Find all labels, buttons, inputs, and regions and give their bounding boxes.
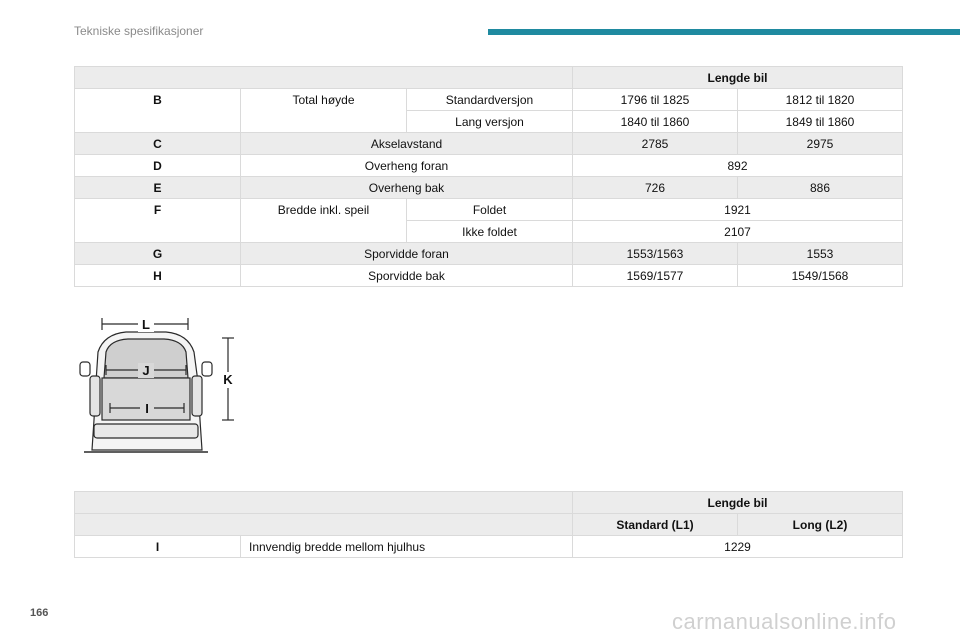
section-title: Tekniske spesifikasjoner	[74, 24, 204, 38]
value-l1: 1840 til 1860	[573, 111, 738, 133]
row-code: E	[75, 177, 241, 199]
table-row	[75, 155, 903, 177]
value-l1: 2785	[573, 133, 738, 155]
value-l2: 2975	[738, 133, 903, 155]
row-variant: Lang versjon	[407, 111, 573, 133]
table-row	[75, 89, 903, 111]
value-shared: 1921	[573, 199, 903, 221]
row-label: Sporvidde foran	[241, 243, 573, 265]
table-row	[75, 536, 903, 558]
value-l1: 726	[573, 177, 738, 199]
row-code: B	[75, 89, 241, 133]
value-shared: 2107	[573, 221, 903, 243]
row-label: Overheng foran	[241, 155, 573, 177]
row-label: Sporvidde bak	[241, 265, 573, 287]
row-code: C	[75, 133, 241, 155]
header-blank-cell	[75, 514, 573, 536]
label-i: I	[145, 401, 149, 416]
row-code: I	[75, 536, 241, 558]
header-length-cell: Lengde bil	[573, 67, 903, 89]
table-header-row	[75, 67, 903, 89]
interior-dimensions-table	[74, 491, 903, 558]
page-number: 166	[30, 607, 49, 619]
van-rear-diagram	[76, 312, 246, 460]
table-row	[75, 133, 903, 155]
row-variant: Standardversjon	[407, 89, 573, 111]
table-row	[75, 177, 903, 199]
watermark: carmanualsonline.info	[672, 609, 897, 634]
row-code: F	[75, 199, 241, 243]
header-blank-cell	[75, 67, 573, 89]
label-j: J	[142, 363, 150, 378]
value-l1: 1569/1577	[573, 265, 738, 287]
value-l2: 1849 til 1860	[738, 111, 903, 133]
value-shared: 1229	[573, 536, 903, 558]
label-l: L	[142, 317, 150, 332]
table-row	[75, 199, 903, 221]
row-label: Bredde inkl. speil	[241, 199, 407, 243]
row-label: Total høyde	[241, 89, 407, 133]
label-k: K	[223, 372, 233, 387]
row-label: Innvendig bredde mellom hjulhus	[241, 536, 573, 558]
row-label: Overheng bak	[241, 177, 573, 199]
header-blank-cell	[75, 492, 573, 514]
table-row	[75, 265, 903, 287]
row-variant: Ikke foldet	[407, 221, 573, 243]
value-l2: 886	[738, 177, 903, 199]
row-code: G	[75, 243, 241, 265]
value-l1: 1553/1563	[573, 243, 738, 265]
header-accent-bar	[488, 29, 960, 35]
table-row	[75, 243, 903, 265]
header-l2-cell: Long (L2)	[738, 514, 903, 536]
row-variant: Foldet	[407, 199, 573, 221]
table-header-row	[75, 514, 903, 536]
header-length-cell: Lengde bil	[573, 492, 903, 514]
value-shared: 892	[573, 155, 903, 177]
value-l2: 1812 til 1820	[738, 89, 903, 111]
row-code: H	[75, 265, 241, 287]
value-l2: 1553	[738, 243, 903, 265]
dimensions-table	[74, 66, 903, 287]
header-l1-cell: Standard (L1)	[573, 514, 738, 536]
table-header-row	[75, 492, 903, 514]
value-l2: 1549/1568	[738, 265, 903, 287]
row-label: Akselavstand	[241, 133, 573, 155]
row-code: D	[75, 155, 241, 177]
value-l1: 1796 til 1825	[573, 89, 738, 111]
